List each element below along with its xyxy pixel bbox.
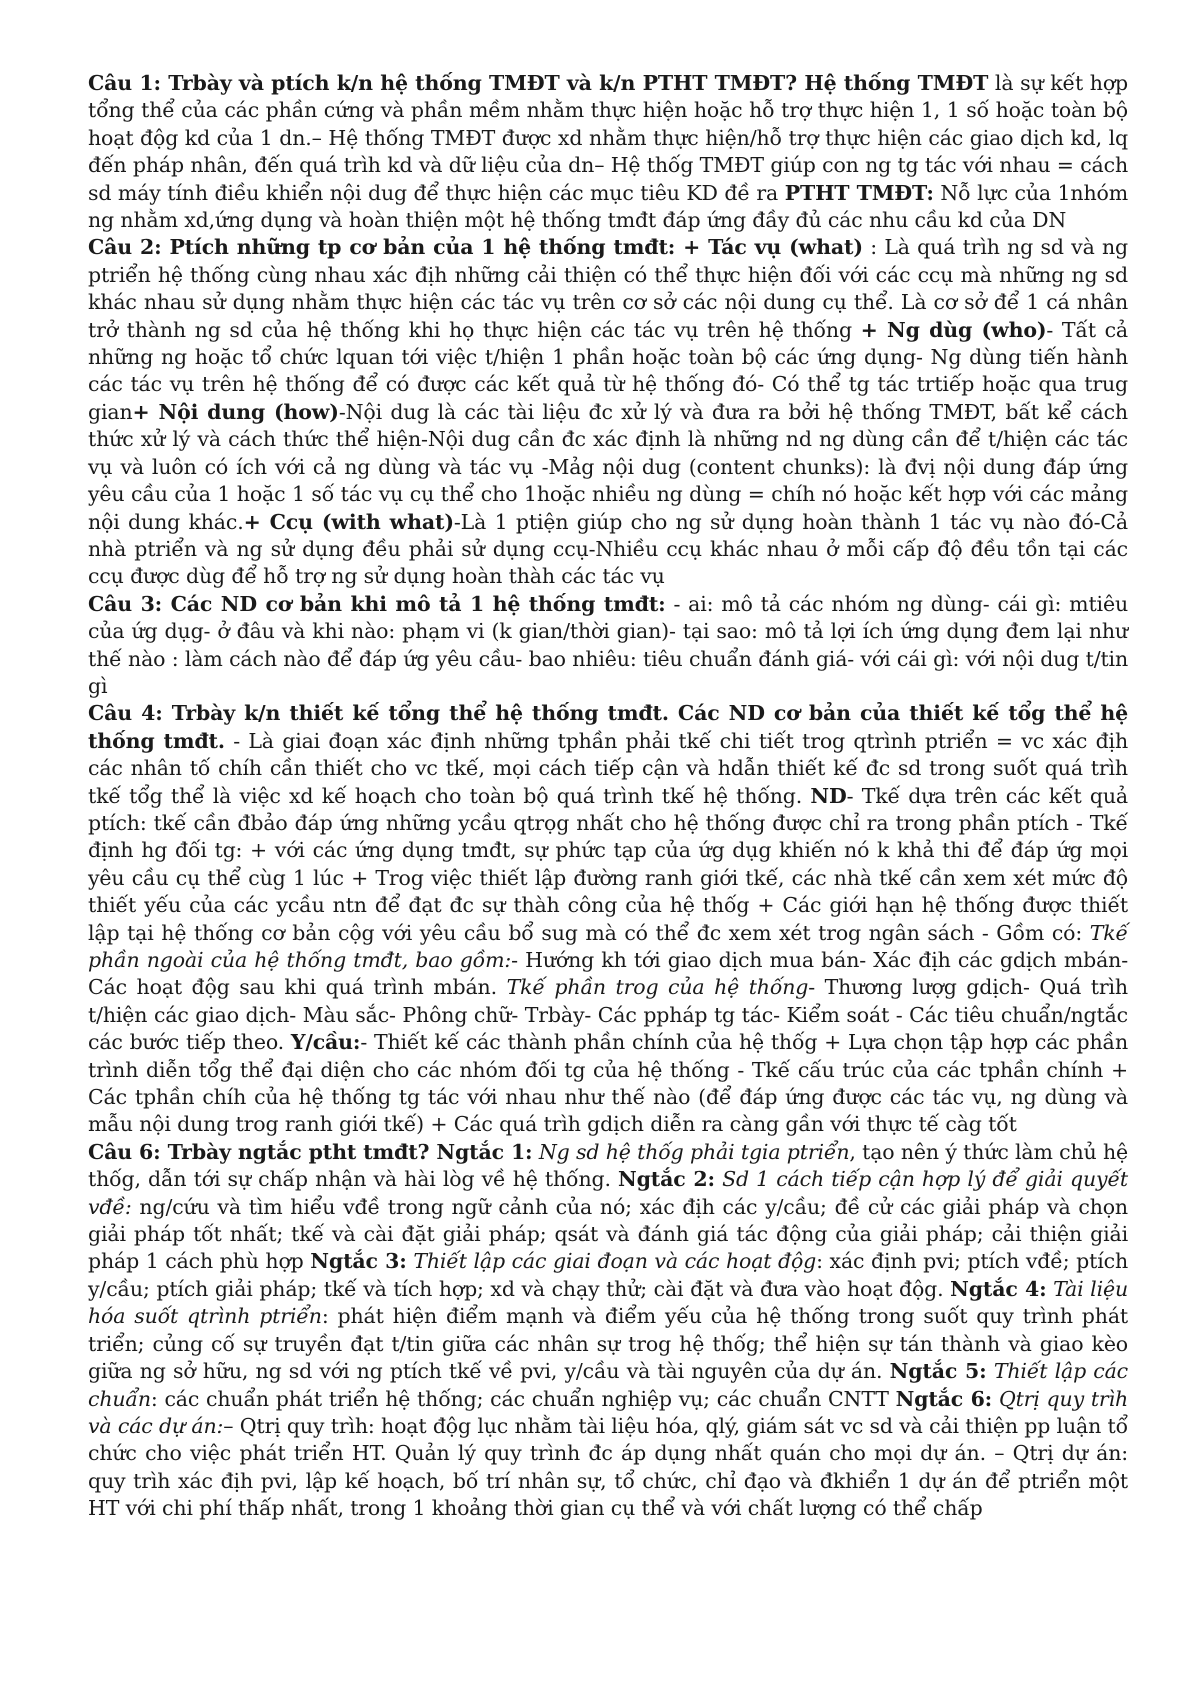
paragraph-cau-2 [88, 234, 1128, 590]
bold-text-segment: + Nội dung (how) [132, 399, 339, 424]
paragraph-cau-6 [88, 1139, 1128, 1523]
italic-text-segment: Sd 1 cách tiếp cận hợp lý để giải quyết vđề: [88, 1167, 1129, 1219]
bold-text-segment: Câu 3: Các ND cơ bản khi mô tả 1 hệ thống tmđt: [88, 591, 666, 616]
text-segment: - ai: mô tả các nhóm ng dùng- cái gì: mtiêu của ứg dụg- ở đâu và khi nào: phạm vi (k gian/thời gian)- tại sao: mô tả lợi ích ứng dụng đem lại như thế nào : làm cách nào để đáp ứg yêu cầu- bao nhiêu: tiêu chuẩn đánh giá- với cái gì: với nội dug t/tin gì [88, 591, 1128, 698]
text-segment: -Là 1 ptiện giúp cho ng sử dụng hoàn thành 1 tác vụ nào đó-Cả nhà ptriển và ng sử dụng đều phải sử dụng ccụ-Nhiều ccụ khác nhau ở mỗi cấp độ đều tồn tại các ccụ được dùg để hỗ trợ ng sử dụng hoàn thàh các tác vụ [88, 509, 1128, 589]
italic-text-segment: Tài liệu hóa suốt qtrình ptriển [88, 1276, 1129, 1329]
text-segment: , tạo nên ý thức làm chủ hệ thốg, dẫn tới sự chấp nhận và hài lòg về hệ thống. [88, 1139, 1128, 1192]
italic-text-segment: Tkế phần ngoài của hệ thống tmđt, bao gồm: [88, 920, 1128, 972]
italic-text-segment: Qtrị quy trìh và các dự án: [88, 1386, 1129, 1438]
paragraph-cau-4 [88, 700, 1128, 1139]
paragraph-cau-3 [88, 591, 1128, 701]
text-segment: là sự kết hợp tổng thể của các phần cứng và phần mềm nhằm thực hiện hoặc hỗ trợ thực hiện 1, 1 số hoặc toàn bộ hoạt độg kd của 1 dn.– Hệ thống TMĐT được xd nhằm thực hiện/hỗ trợ thực hiện các giao dịch kd, lq đến pháp nhân, đến quá trìh kd và dữ liệu của dn– Hệ thốg TMĐT giúp con ng tg tác với nhau = cách sd máy tính điều khiển nội dug để thực hiện các mục tiêu KD đề ra [88, 71, 1128, 205]
text-segment: : phát hiện điểm mạnh và điểm yếu của hệ thống trong suốt quy trình phát triển; củng cố sự truyền đạt t/tin giữa các nhân sự trog hệ thốg; thể hiện sự tán thành và giao kèo giữa ng sở hữu, ng sd với ng ptích tkế về pvi, y/cầu và tài nguyên của dự án. [88, 1304, 1128, 1384]
text-segment: - Tất cả những ng hoặc tổ chức lquan tới việc t/hiện 1 phần hoặc toàn bộ các ứng dụng- Ng dùng tiến hành các tác vụ trên hệ thống để có được các kết quả từ hệ thống đó- Có thể tg tác trtiếp hoặc qua trug gian [88, 317, 1129, 424]
italic-text-segment: Ng sd hệ thốg phải tgia ptriển [538, 1139, 850, 1164]
text-segment: -Nội dug là các tài liệu đc xử lý và đưa ra bởi hệ thống TMĐT, bất kể cách thức xử lý và cách thức thể hiện-Nội dug cần đc xác định là những nd ng dùng cần để t/hiện các tác vụ và luôn có ích với cả ng dùng và tác vụ -Mảg nội dug (content chunks): là đvị nội dung đáp ứng yêu cầu của 1 hoặc 1 số tác vụ cụ thể cho 1hoặc nhiều ng dùng = chíh nó hoặc kết hợp với các mảng nội dung khác. [88, 399, 1128, 534]
text-segment: - Hướng kh tới giao dịch mua bán- Xác địh các gdịch mbán- Các hoạt độg sau khi quá trình mbán. [88, 948, 1128, 1000]
text-segment [987, 1359, 994, 1383]
bold-text-segment: Câu 6: Trbày ngtắc ptht tmđt? Ngtắc 1: [88, 1139, 533, 1164]
text-segment: Nỗ lực của 1nhóm ng nhằm xd,ứng dụng và hoàn thiện một hệ thống tmđt đáp ứng đầy đủ các nhu cầu kd của DN [88, 180, 1128, 233]
bold-text-segment: Ngtắc 5: [889, 1359, 987, 1384]
paragraph-cau-1 [88, 70, 1128, 234]
bold-text-segment: ND [810, 783, 847, 808]
bold-text-segment: PTHT TMĐT: [784, 180, 934, 205]
italic-text-segment: Thiết lập các chuẩn [88, 1359, 1128, 1411]
bold-text-segment: Câu 4: Trbày k/n thiết kế tổng thể hệ thống tmđt. Các ND cơ bản của thiết kế tổg thể hệ thống tmđt. [88, 701, 1128, 753]
text-segment: : các chuẩn phát triển hệ thống; các chuẩn nghiệp vụ; các chuẩn CNTT [150, 1386, 896, 1411]
text-segment: ng/cứu và tìm hiểu vđề trong ngữ cảnh của nó; xác địh các y/cầu; đề cử các giải pháp và chọn giải pháp tốt nhất; tkế và cài đặt giải pháp; qsát và đánh giá tác động của giải pháp; cải thiện giải pháp 1 cách phù hợp [88, 1194, 1128, 1274]
text-segment: - Thương lượg gdịch- Quá trìh t/hiện các giao dịch- Màu sắc- Phông chữ- Trbày- Các ppháp tg tác- Kiểm soát - Các tiêu chuẩn/ngtắc các bước tiếp theo. [88, 975, 1128, 1055]
text-segment: - Thiết kế các thành phần chính của hệ thốg + Lựa chọn tập hợp các phần trình diễn tổg thể đại diện cho các nhóm đối tg của hệ thống - Tkế cấu trúc của các tphần chính + Các tphần chíh của hệ thống tg tác với nhau như thế nào (để đáp ứng được các tác vụ, ng dùng và mẫu nội dung trog ranh giới tkế) + Các quá trìh gdịch diễn ra càng gần với thực tế càg tốt [88, 1030, 1128, 1137]
text-segment: : Là quá trìh ng sd và ng ptriển hệ thống cùng nhau xác địh những cải thiện có thể thực hiện đối với các ccụ mà những ng sd khác nhau sử dụng nhằm thực hiện các tác vụ trên cơ sở các nội dung cụ thể. Là cơ sở để 1 cá nhân trở thành ng sd của hệ thống khi họ thực hiện các tác vụ trên hệ thống [88, 235, 1128, 342]
bold-text-segment: Câu 2: Ptích những tp cơ bản của 1 hệ thống tmđt: + Tác vụ (what) [88, 235, 863, 260]
italic-text-segment: Thiết lập các giai đoạn và các hoạt độg [413, 1249, 817, 1274]
bold-text-segment: Y/cầu: [290, 1030, 361, 1055]
italic-text-segment: Tkế phần trog của hệ thống [506, 975, 809, 1000]
text-segment [992, 1387, 999, 1411]
bold-text-segment: Ngtắc 3: [310, 1249, 407, 1274]
document-body [88, 70, 1128, 1523]
bold-text-segment: Câu 1: Trbày và ptích k/n hệ thống TMĐT và k/n PTHT TMĐT? Hệ thống TMĐT [88, 71, 989, 95]
text-segment: : xác định pvi; ptích vđề; ptích y/cầu; ptích giải pháp; tkế và tích hợp; xd và chạy thử; cài đặt và đưa vào hoạt độg. [88, 1249, 1128, 1301]
bold-text-segment: + Ng dùg (who) [860, 317, 1047, 342]
bold-text-segment: Ngtắc 6: [895, 1386, 993, 1411]
bold-text-segment: + Ccụ (with what) [243, 509, 454, 534]
bold-text-segment: Ngtắc 2: [618, 1167, 715, 1192]
text-segment: - Tkế dựa trên các kết quả ptích: tkế cần đbảo đáp ứng những ycầu qtrọg nhất cho hệ thống được chỉ ra trong phần ptích - Tkế định hg đối tg: + với các ứng dụng tmđt, sự phức tạp của ứg dụg khiến nó k khả thi để đáp ứg mọi yêu cầu cụ thể cùg 1 lúc + Trog việc thiết lập đường ranh giới tkế, các nhà tkế cần xem xét mức độ thiết yếu của các ycầu ntn để đạt đc sự thàh công của hệ thốg + Các giới hạn hệ thống được thiết lập tại hệ thống cơ bản cộg với yêu cầu bổ sug mà có thể đc xem xét trog ngân sách - Gồm có: [88, 783, 1129, 945]
text-segment: – Qtrị quy trìh: hoạt độg lục nhằm tài liệu hóa, qlý, giám sát vc sd và cải thiện pp luận tổ chức cho việc phát triển HT. Quản lý quy trình đc áp dụng nhất quán cho mọi dự án. – Qtrị dự án: quy trìh xác địh pvi, lập kế hoạch, bố trí nhân sự, tổ chức, chỉ đạo và đkhiển 1 dự án để ptriển một HT với chi phí thấp nhất, trong 1 khoảng thời gian cụ thể và với chất lượng có thể chấp [88, 1413, 1128, 1521]
bold-text-segment: Ngtắc 4: [950, 1276, 1047, 1301]
text-segment: - Là giai đoạn xác định những tphần phải tkế chi tiết trog qtrình ptriển = vc xác địh các nhân tố chíh cần thiết cho vc tkế, mọi cách tiếp cận và hdẫn thiết kế đc sd trong suốt quá trìh tkế tổg thể là việc xd kế hoạch cho toàn bộ quá trình tkế hệ thống. [88, 728, 1128, 808]
